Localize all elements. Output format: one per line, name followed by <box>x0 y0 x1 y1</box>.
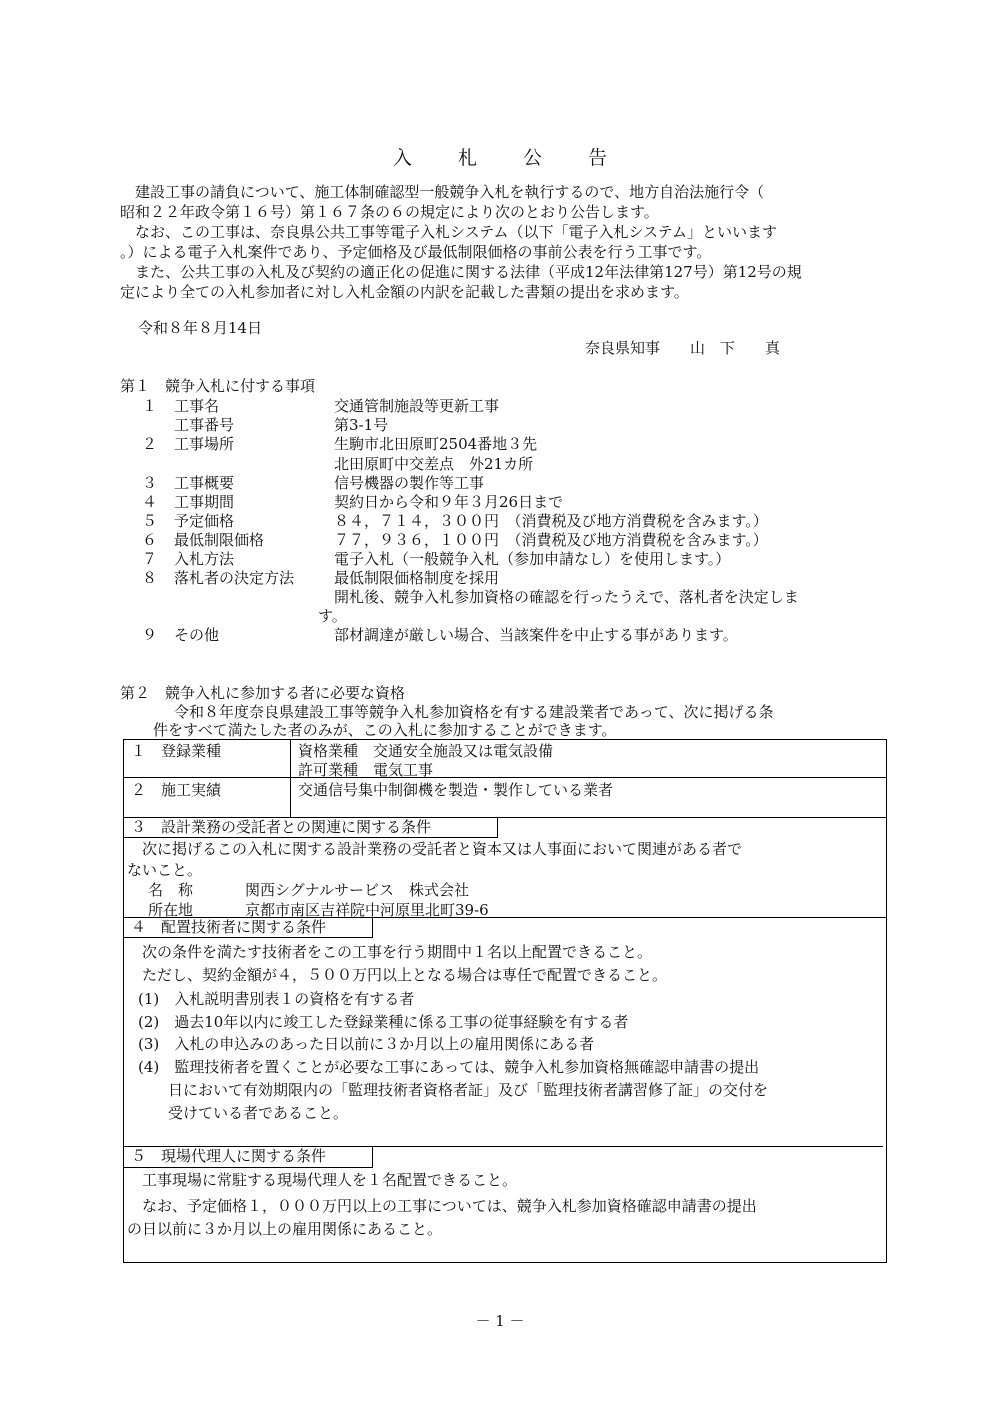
item-label: 入札方法 <box>174 550 235 568</box>
item-label: その他 <box>174 626 220 644</box>
item-number: ８ <box>142 569 158 587</box>
row-value: 資格業種 交通安全施設又は電気設備 <box>298 742 554 760</box>
item-label: 工事期間 <box>174 493 235 511</box>
consultant-name: 関西シグナルサービス 株式会社 <box>245 881 469 899</box>
condition-4-line: (4) 監理技術者を置くことが必要な工事にあっては、競争入札参加資格無確認申請書の提出 <box>138 1058 760 1076</box>
item-number: ５ <box>142 512 158 530</box>
row-label: ２ 施工実績 <box>131 781 222 799</box>
document-title: 入 札 公 告 <box>392 147 628 169</box>
notice-date: 令和８年８月14日 <box>138 319 263 337</box>
intro-line: 昭和２２年政令第１６号）第１６７条の６の規定により次のとおり公告します。 <box>120 203 659 221</box>
item-number: ７ <box>142 550 158 568</box>
intro-line: なお、この工事は、奈良県公共工事等電子入札システム（以下「電子入札システム」といいます <box>120 223 778 241</box>
item-label: 工事概要 <box>174 474 235 492</box>
table-divider <box>290 739 291 817</box>
condition-4-line: (1) 入札説明書別表１の資格を有する者 <box>138 990 415 1008</box>
item-value: 契約日から令和９年３月26日まで <box>334 493 564 511</box>
row-value: 交通信号集中制御機を製造・製作している業者 <box>298 781 614 799</box>
condition-5-line: の日以前に３か月以上の雇用関係にあること。 <box>127 1220 443 1238</box>
section2-heading: 第２ 競争入札に参加する者に必要な資格 <box>120 684 406 702</box>
item-label: 工事場所 <box>174 435 235 453</box>
condition-4-line: (2) 過去10年以内に竣工した登録業種に係る工事の従事経験を有する者 <box>138 1013 629 1031</box>
condition-4-title: ４ 配置技術者に関する条件 <box>123 917 373 938</box>
row-value: 許可業種 電気工事 <box>298 761 434 779</box>
item-value: 最低制限価格制度を採用 <box>334 569 500 587</box>
item-value: 第3-1号 <box>334 416 389 434</box>
consultant-address: 京都市南区吉祥院中河原里北町39-6 <box>245 901 489 919</box>
condition-5-title: ５ 現場代理人に関する条件 <box>123 1146 373 1168</box>
condition-4-line: 日において有効期限内の「監理技術者資格者証」及び「監理技術者講習修了証」の交付を <box>138 1081 769 1099</box>
item-number: ９ <box>142 626 158 644</box>
item-value: 信号機器の製作等工事 <box>334 474 485 492</box>
condition-3-title: ３ 設計業務の受託者との関連に関する条件 <box>123 817 498 838</box>
item-value: 北田原町中交差点 外21カ所 <box>334 455 534 473</box>
row-label: １ 登録業種 <box>131 742 222 760</box>
section2-intro: 令和８年度奈良県建設工事等競争入札参加資格を有する建設業者であって、次に掲げる条 <box>174 703 774 721</box>
item-value: 生駒市北田原町2504番地３先 <box>334 435 538 453</box>
item-value: ８４，７１４，３００円 （消費税及び地方消費税を含みます。） <box>334 512 768 530</box>
condition-4-line: (3) 入札の申込みのあった日以前に３か月以上の雇用関係にある者 <box>138 1035 595 1053</box>
condition-4-line: 受けている者であること。 <box>138 1104 349 1122</box>
intro-line: 定により全ての入札参加者に対し入札金額の内訳を記載した書類の提出を求めます。 <box>120 283 689 301</box>
condition-5-line: なお、予定価格１，０００万円以上の工事については、競争入札参加資格確認申請書の提出 <box>127 1197 757 1215</box>
intro-line: また、公共工事の入札及び契約の適正化の促進に関する法律（平成12年法律第127号）第12号の規 <box>120 263 802 281</box>
item-value: す。 <box>318 607 347 625</box>
condition-3-text: 次に掲げるこの入札に関する設計業務の受託者と資本又は人事面において関連がある者で <box>127 840 743 858</box>
item-label: 工事名 <box>174 397 220 415</box>
condition-4-line: 次の条件を満たす技術者をこの工事を行う期間中１名以上配置できること。 <box>127 943 653 961</box>
item-value: 開札後、競争入札参加資格の確認を行ったうえで、落札者を決定しま <box>334 588 799 606</box>
item-label: 工事番号 <box>174 416 235 434</box>
item-value: 電子入札（一般競争入札（参加申請なし）を使用します。） <box>334 550 731 568</box>
condition-3-text: ないこと。 <box>127 861 203 879</box>
intro-line: 。）による電子入札案件であり、予定価格及び最低制限価格の事前公表を行う工事です。 <box>120 243 712 261</box>
item-number: ３ <box>142 474 158 492</box>
section1-heading: 第１ 競争入札に付する事項 <box>120 377 316 395</box>
item-number: １ <box>142 397 158 415</box>
item-value: 部材調達が厳しい場合、当該案件を中止する事があります。 <box>334 626 738 644</box>
page-number: － 1 － <box>475 1312 525 1330</box>
item-value: 交通管制施設等更新工事 <box>334 397 500 415</box>
item-number: ６ <box>142 531 158 549</box>
condition-4-line: ただし、契約金額が４，５００万円以上となる場合は専任で配置できること。 <box>127 966 668 984</box>
issuer-name: 奈良県知事 山 下 真 <box>585 339 781 357</box>
condition-5-line: 工事現場に常駐する現場代理人を１名配置できること。 <box>127 1171 518 1189</box>
item-value: ７７，９３６，１００円 （消費税及び地方消費税を含みます。） <box>334 531 768 549</box>
consultant-name-label: 名 称 <box>148 881 194 899</box>
section2-intro: 件をすべて満たした者のみが、この入札に参加することができます。 <box>153 721 617 739</box>
item-label: 予定価格 <box>174 512 235 530</box>
item-label: 落札者の決定方法 <box>174 569 295 587</box>
consultant-address-label: 所在地 <box>148 901 194 919</box>
item-number: ４ <box>142 493 158 511</box>
intro-line: 建設工事の請負について、施工体制確認型一般競争入札を執行するので、地方自治法施行令（ <box>120 183 765 201</box>
item-label: 最低制限価格 <box>174 531 265 549</box>
item-number: ２ <box>142 435 158 453</box>
table-divider <box>123 777 887 778</box>
